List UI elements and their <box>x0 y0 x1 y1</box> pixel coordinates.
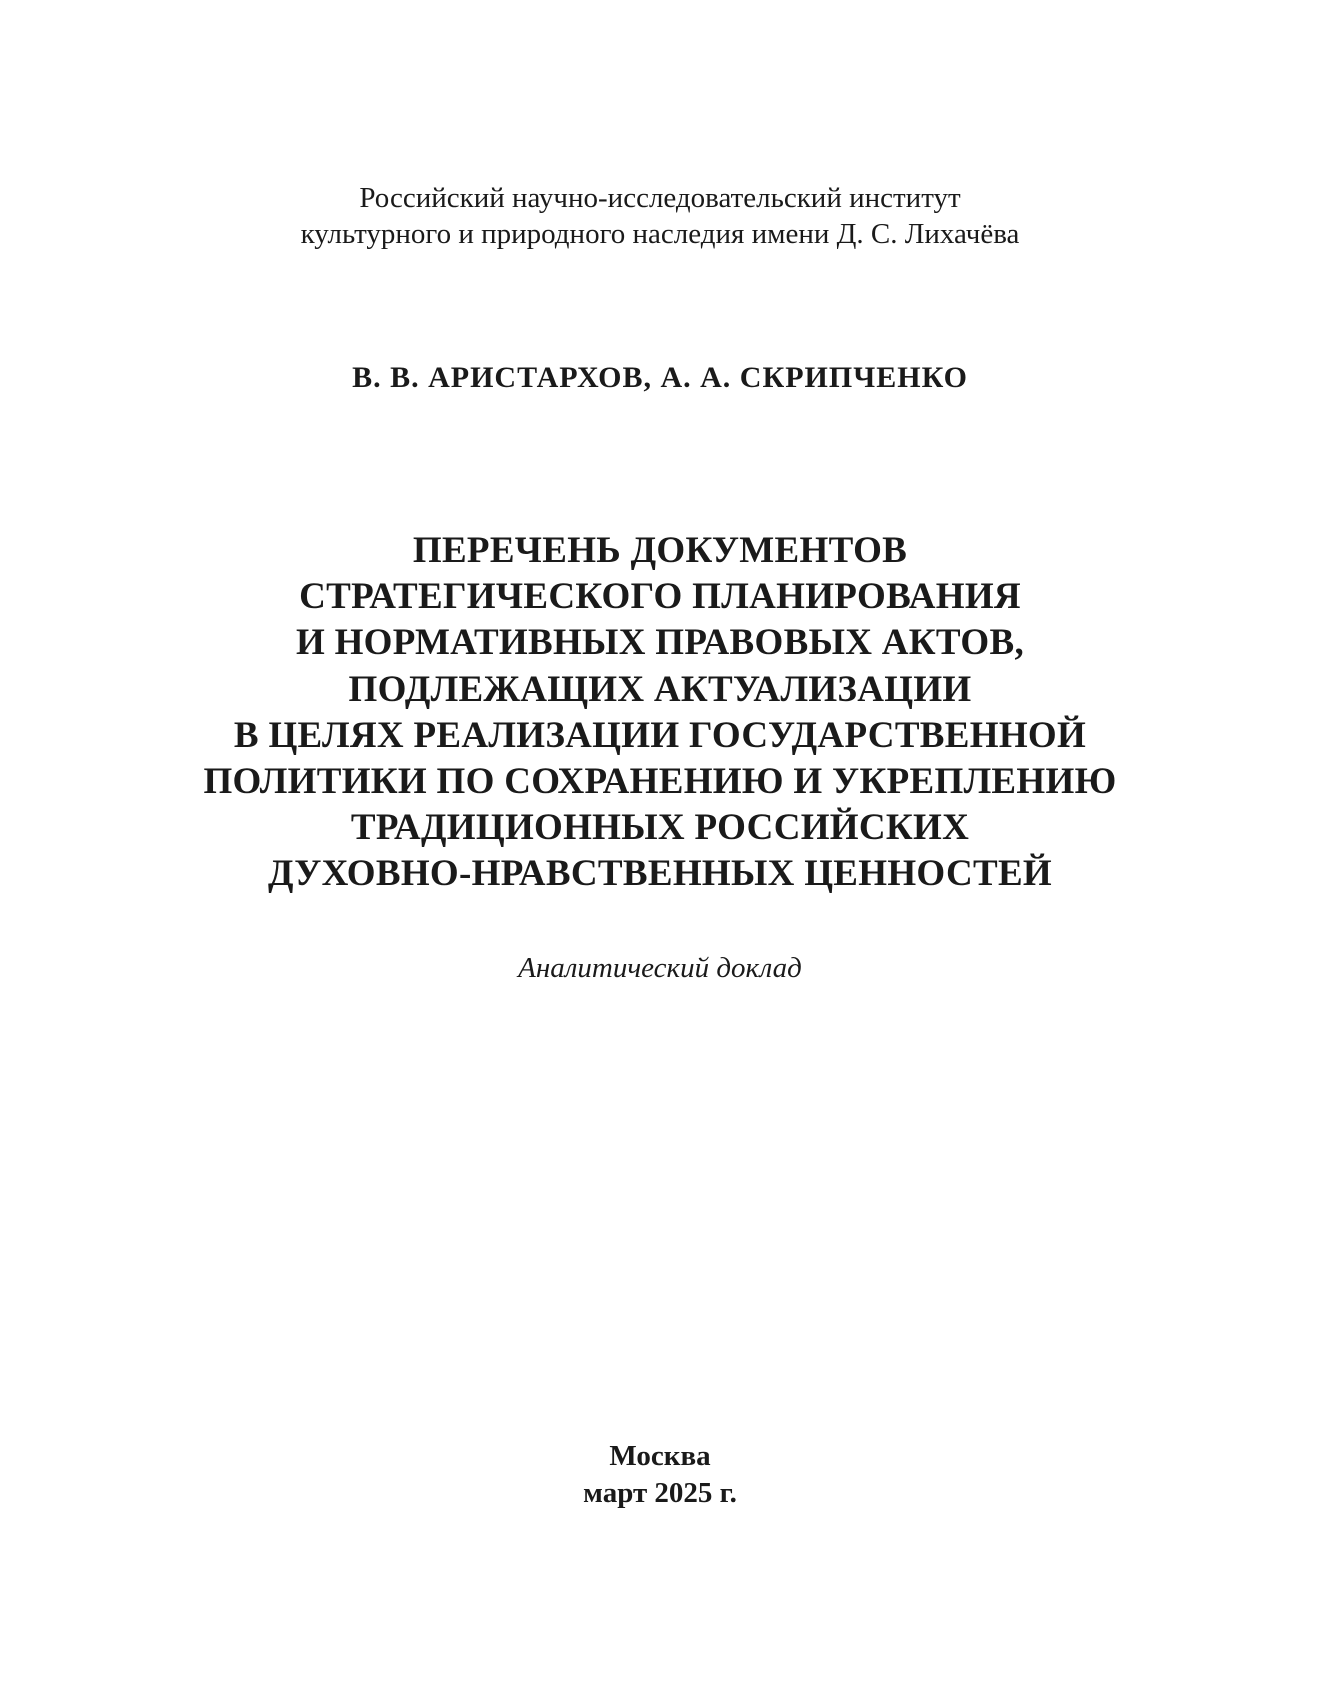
institution-line-2: культурного и природного наследия имени Д. С. Лихачёва <box>300 218 1020 250</box>
institution-line-1: Российский научно-исследовательский институт <box>359 182 961 214</box>
document-title <box>0 528 1320 898</box>
document-subtitle: Аналитический доклад <box>518 952 802 984</box>
title-line-6: ПОЛИТИКИ ПО СОХРАНЕНИЮ И УКРЕПЛЕНИЮ <box>203 761 1117 803</box>
title-line-4: ПОДЛЕЖАЩИХ АКТУАЛИЗАЦИИ <box>348 668 972 710</box>
imprint-city: Москва <box>609 1440 711 1472</box>
imprint <box>0 1438 1320 1512</box>
title-line-3: И НОРМАТИВНЫХ ПРАВОВЫХ АКТОВ, <box>295 622 1025 664</box>
institution-name <box>0 180 1320 252</box>
title-line-7: ТРАДИЦИОННЫХ РОССИЙСКИХ <box>350 807 970 849</box>
authors: В. В. АРИСТАРХОВ, А. А. СКРИПЧЕНКО <box>352 361 968 394</box>
title-line-1: ПЕРЕЧЕНЬ ДОКУМЕНТОВ <box>412 530 908 571</box>
title-line-8: ДУХОВНО-НРАВСТВЕННЫХ ЦЕННОСТЕЙ <box>267 853 1052 895</box>
title-line-5: В ЦЕЛЯХ РЕАЛИЗАЦИИ ГОСУДАРСТВЕННОЙ <box>233 714 1087 756</box>
imprint-date: март 2025 г. <box>583 1477 737 1509</box>
title-line-2: СТРАТЕГИЧЕСКОГО ПЛАНИРОВАНИЯ <box>299 576 1021 618</box>
